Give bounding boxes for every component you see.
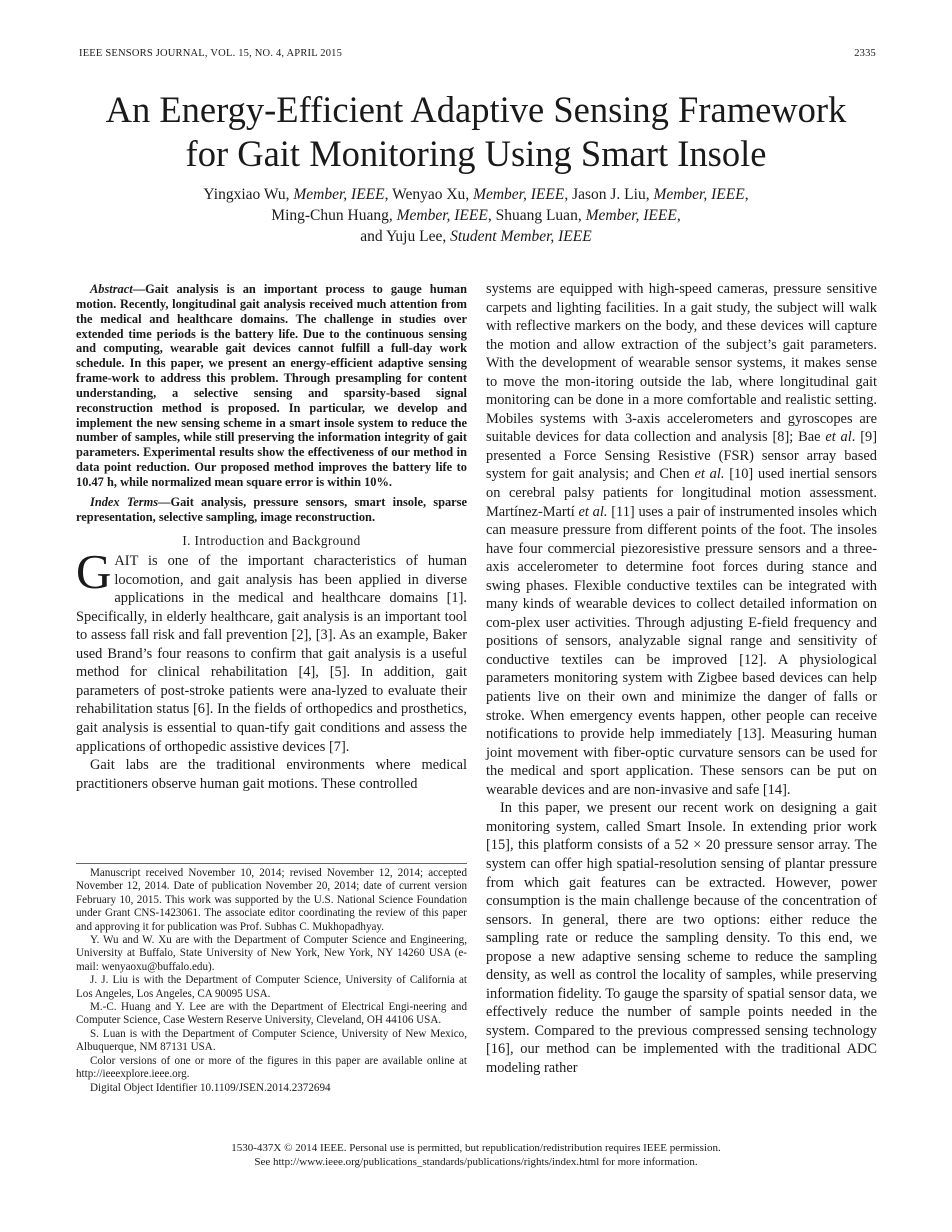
- footnote: Y. Wu and W. Xu are with the Department of Computer Science and Engineering, University at Buffalo, State University of New York, New York, NY 14260 USA (e-mail: wenyaoxu@buffalo.edu).: [76, 934, 467, 973]
- copyright-line-1: 1530-437X © 2014 IEEE. Personal use is permitted, but republication/redistribution requires IEEE permission.: [231, 1142, 721, 1154]
- author-role: Member, IEEE: [585, 207, 677, 224]
- author-name: Jason J. Liu: [572, 186, 646, 203]
- paragraph-fragment: [10] used inertial sensors on cerebral palsy patients for longitudinal motion assessment. Martínez-Martí: [486, 466, 878, 520]
- footnote: J. J. Liu is with the Department of Computer Science, University of California at Los Angeles, Los Angeles, CA 90095 USA.: [76, 974, 467, 1000]
- footnote: M.-C. Huang and Y. Lee are with the Department of Electrical Engi-neering and Computer Science, Case Western Reserve University, Cleveland, OH 44106 USA.: [76, 1001, 467, 1027]
- intro-paragraph-2: Gait labs are the traditional environments where medical practitioners observe human gait motions. These controlled: [76, 757, 467, 792]
- intro-paragraph-1-text: AIT is one of the important characteristics of human locomotion, and gait analysis has been applied in diverse applications in the medical and healthcare domains [1]. Specifically, in elderly healthcare, gait analysis is an important tool to assess fall risk and fall prevention [2], [3]. As an example, Baker used Brand’s four reasons to confirm that gait analysis is a useful method for clinical rehabilitation [4], [5]. In addition, gait parameters of post-stroke patients were ana-lyzed to evaluate their rehabilitation status [6]. In the fields of orthopedics and prosthetics, gait analysis is essential to quan-tify gait conditions and assess the applications of orthopedic assistive devices [7].: [76, 553, 467, 755]
- paragraph-fragment: . [9] presented a Force Sensing Resistive (FSR) sensor array based system for gait analysis; and Chen: [486, 429, 877, 483]
- author-role: Member, IEEE: [653, 186, 745, 203]
- footnote: S. Luan is with the Department of Computer Science, University of New Mexico, Albuquerque, NM 87131 USA.: [76, 1027, 467, 1054]
- abstract: Abstract—Gait analysis is an important process to gauge human motion. Recently, longitudinal gait analysis received much attention from the medical and healthcare domains. The challenge in studies over extended time periods is the battery life. Due to the continuous sensing and computing, wearable gait devices cannot fulfill a full-day work schedule. In this paper, we present an energy-efficient adaptive sensing frame-work to address this problem. Through presampling for content understanding, a selective sensing and sparsity-based signal reconstruction method is proposed. In particular, we develop and implement the new sensing scheme in a smart insole system to reduce the number of samples, while still preserving the information integrity of gait parameters. Experimental results show the effectiveness of our method in data point reduction. Our proposed method improves the battery life to 10.47 h, while normalized mean square error is within 10%.: [76, 282, 467, 489]
- abstract-text: Gait analysis is an important process to gauge human motion. Recently, longitudinal gait analysis received much attention from the medical and healthcare domains. The challenge in studies over extended time periods is the battery life. Due to the continuous sensing and computing, wearable gait devices cannot fulfill a full-day work schedule. In this paper, we present an energy-efficient adaptive sensing frame-work to address this problem. Through presampling for content understanding, a selective sensing and sparsity-based signal reconstruction method is proposed. In particular, we develop and implement the new sensing scheme in a smart insole system to reduce the number of samples, while still preserving the information integrity of gait parameters. Experimental results show the effectiveness of our method in data point reduction. Our proposed method improves the battery life to 10.47 h, while normalized mean square error is within 10%.: [76, 282, 467, 489]
- copyright-line-2: See http://www.ieee.org/publications_standards/publications/rights/index.html for more information.: [254, 1156, 698, 1168]
- author-role: Member, IEEE: [473, 186, 565, 203]
- paragraph-fragment-italic: et al.: [578, 503, 608, 520]
- journal-info: IEEE SENSORS JOURNAL, VOL. 15, NO. 4, APRIL 2015: [79, 48, 343, 59]
- copyright-notice: [0, 1141, 952, 1169]
- author-line-2: Ming-Chun Huang, Member, IEEE, Shuang Luan, Member, IEEE,: [271, 207, 681, 224]
- index-terms: Index Terms—Gait analysis, pressure sensors, smart insole, sparse representation, selective sampling, image reconstruction.: [76, 494, 467, 524]
- body-paragraph-continued: [486, 280, 877, 799]
- paragraph-fragment-italic: et al.: [694, 466, 725, 483]
- author-list: [0, 184, 952, 247]
- index-terms-text: Gait analysis, pressure sensors, smart insole, sparse representation, selective sampling, image reconstruction.: [76, 494, 467, 524]
- body-paragraph: In this paper, we present our recent work on designing a gait monitoring system, called Smart Insole. In extending prior work [15], this platform consists of a 52 × 20 pressure sensor array. The system can offer high spatial-resolution sensing of plantar pressure from which gait features can be extracted. However, power consumption is the main challenge because of the concentration of sensors. In general, there are two options: either reduce the sampling rate or reduce the sampling density. To this end, we propose a new adaptive sensing scheme to reduce the sampling density, as well as control the locality of samples, while preserving information fidelity. To gauge the sparsity of spatial sensor data, we effectively reduce the number of sample points needed in the system. Compared to the previous compressed sensing technology [16], our method can be implemented with the traditional ADC modeling rather: [486, 800, 877, 1076]
- paragraph-fragment: systems are equipped with high-speed cameras, pressure sensitive carpets and lighting facilities. In a gait study, the subject will walk with reflective markers on the body, and these devices will capture the motion and allow extraction of the subject’s gait parameters. With the development of wearable sensor systems, it makes sense to move the mon-itoring outside the lab, where longitudinal gait monitoring can be done in a more comfortable and realistic setting. Mobiles systems with 3-axis accelerometers and gyroscopes are suitable devices for data collection and analysis [8]; Bae: [486, 281, 877, 446]
- paragraph-fragment: [11] uses a pair of instrumented insoles which can measure pressure from different points of the foot. The insoles have four commercial piezoresistive pressure sensors and a three-axis accelerometer to determine foot forces during stance and swing phases. Flexible conductive textiles can be integrated with many kinds of wearable devices to collect detailed information on com-plex user activities. Through adjusting E-field frequency and positions of sensors, analyzable signal range and sensitivity of conductive textiles can be improved [12]. A physiological parameters monitoring system with Zigbee based devices can help patients live on their own and minimize the danger of falls or stroke. When emergency events happen, other people can receive notifications to provide help immediately [13]. Measuring human joint movement with fiber-optic curvature sensors can be used for the medical and sport application. These sensors can be put on wearable devices and are non-invasive and safe [14].: [486, 503, 877, 798]
- footnote: Digital Object Identifier 10.1109/JSEN.2014.2372694: [90, 1081, 331, 1094]
- index-terms-label: Index Terms: [90, 494, 159, 509]
- author-name: Ming-Chun Huang: [271, 207, 389, 224]
- page-number: 2335: [854, 48, 876, 59]
- author-name: Shuang Luan: [495, 207, 578, 224]
- author-role: Student Member, IEEE: [450, 228, 592, 245]
- author-line-1: Yingxiao Wu, Member, IEEE, Wenyao Xu, Member, IEEE, Jason J. Liu, Member, IEEE,: [203, 186, 749, 203]
- footnotes: [76, 863, 467, 1095]
- author-line-3: and Yuju Lee, Student Member, IEEE: [360, 228, 592, 245]
- abstract-label: Abstract: [90, 282, 133, 296]
- author-name: Yingxiao Wu: [203, 186, 286, 203]
- intro-paragraph-1: [76, 544, 467, 756]
- author-name: Wenyao Xu: [392, 186, 466, 203]
- right-column: [486, 280, 877, 1078]
- left-column: [76, 282, 467, 793]
- section-heading: I. Introduction and Background: [182, 532, 361, 548]
- paper-title: [0, 88, 952, 176]
- title-line-1: An Energy-Efficient Adaptive Sensing Framework: [105, 89, 847, 130]
- footnote: Manuscript received November 10, 2014; revised November 12, 2014; accepted November 12, 2014. Date of publication November 20, 2014; date of current version February 10, 2015. This work was supported by the U.S. National Science Foundation under Grant CNS-1423061. The associate editor coordinating the review of this paper and approving it for publication was Prof. Subhas C. Mukhopadhyay.: [76, 867, 467, 933]
- running-head: [79, 48, 876, 59]
- author-role: Member, IEEE: [293, 186, 385, 203]
- footnote: Color versions of one or more of the figures in this paper are available online at http://ieeexplore.ieee.org.: [76, 1054, 467, 1081]
- drop-cap: G: [76, 544, 112, 600]
- paragraph-fragment-italic: et al: [825, 429, 852, 446]
- author-role: Member, IEEE: [396, 207, 488, 224]
- author-name: Yuju Lee: [385, 228, 443, 245]
- title-line-2: for Gait Monitoring Using Smart Insole: [185, 133, 767, 174]
